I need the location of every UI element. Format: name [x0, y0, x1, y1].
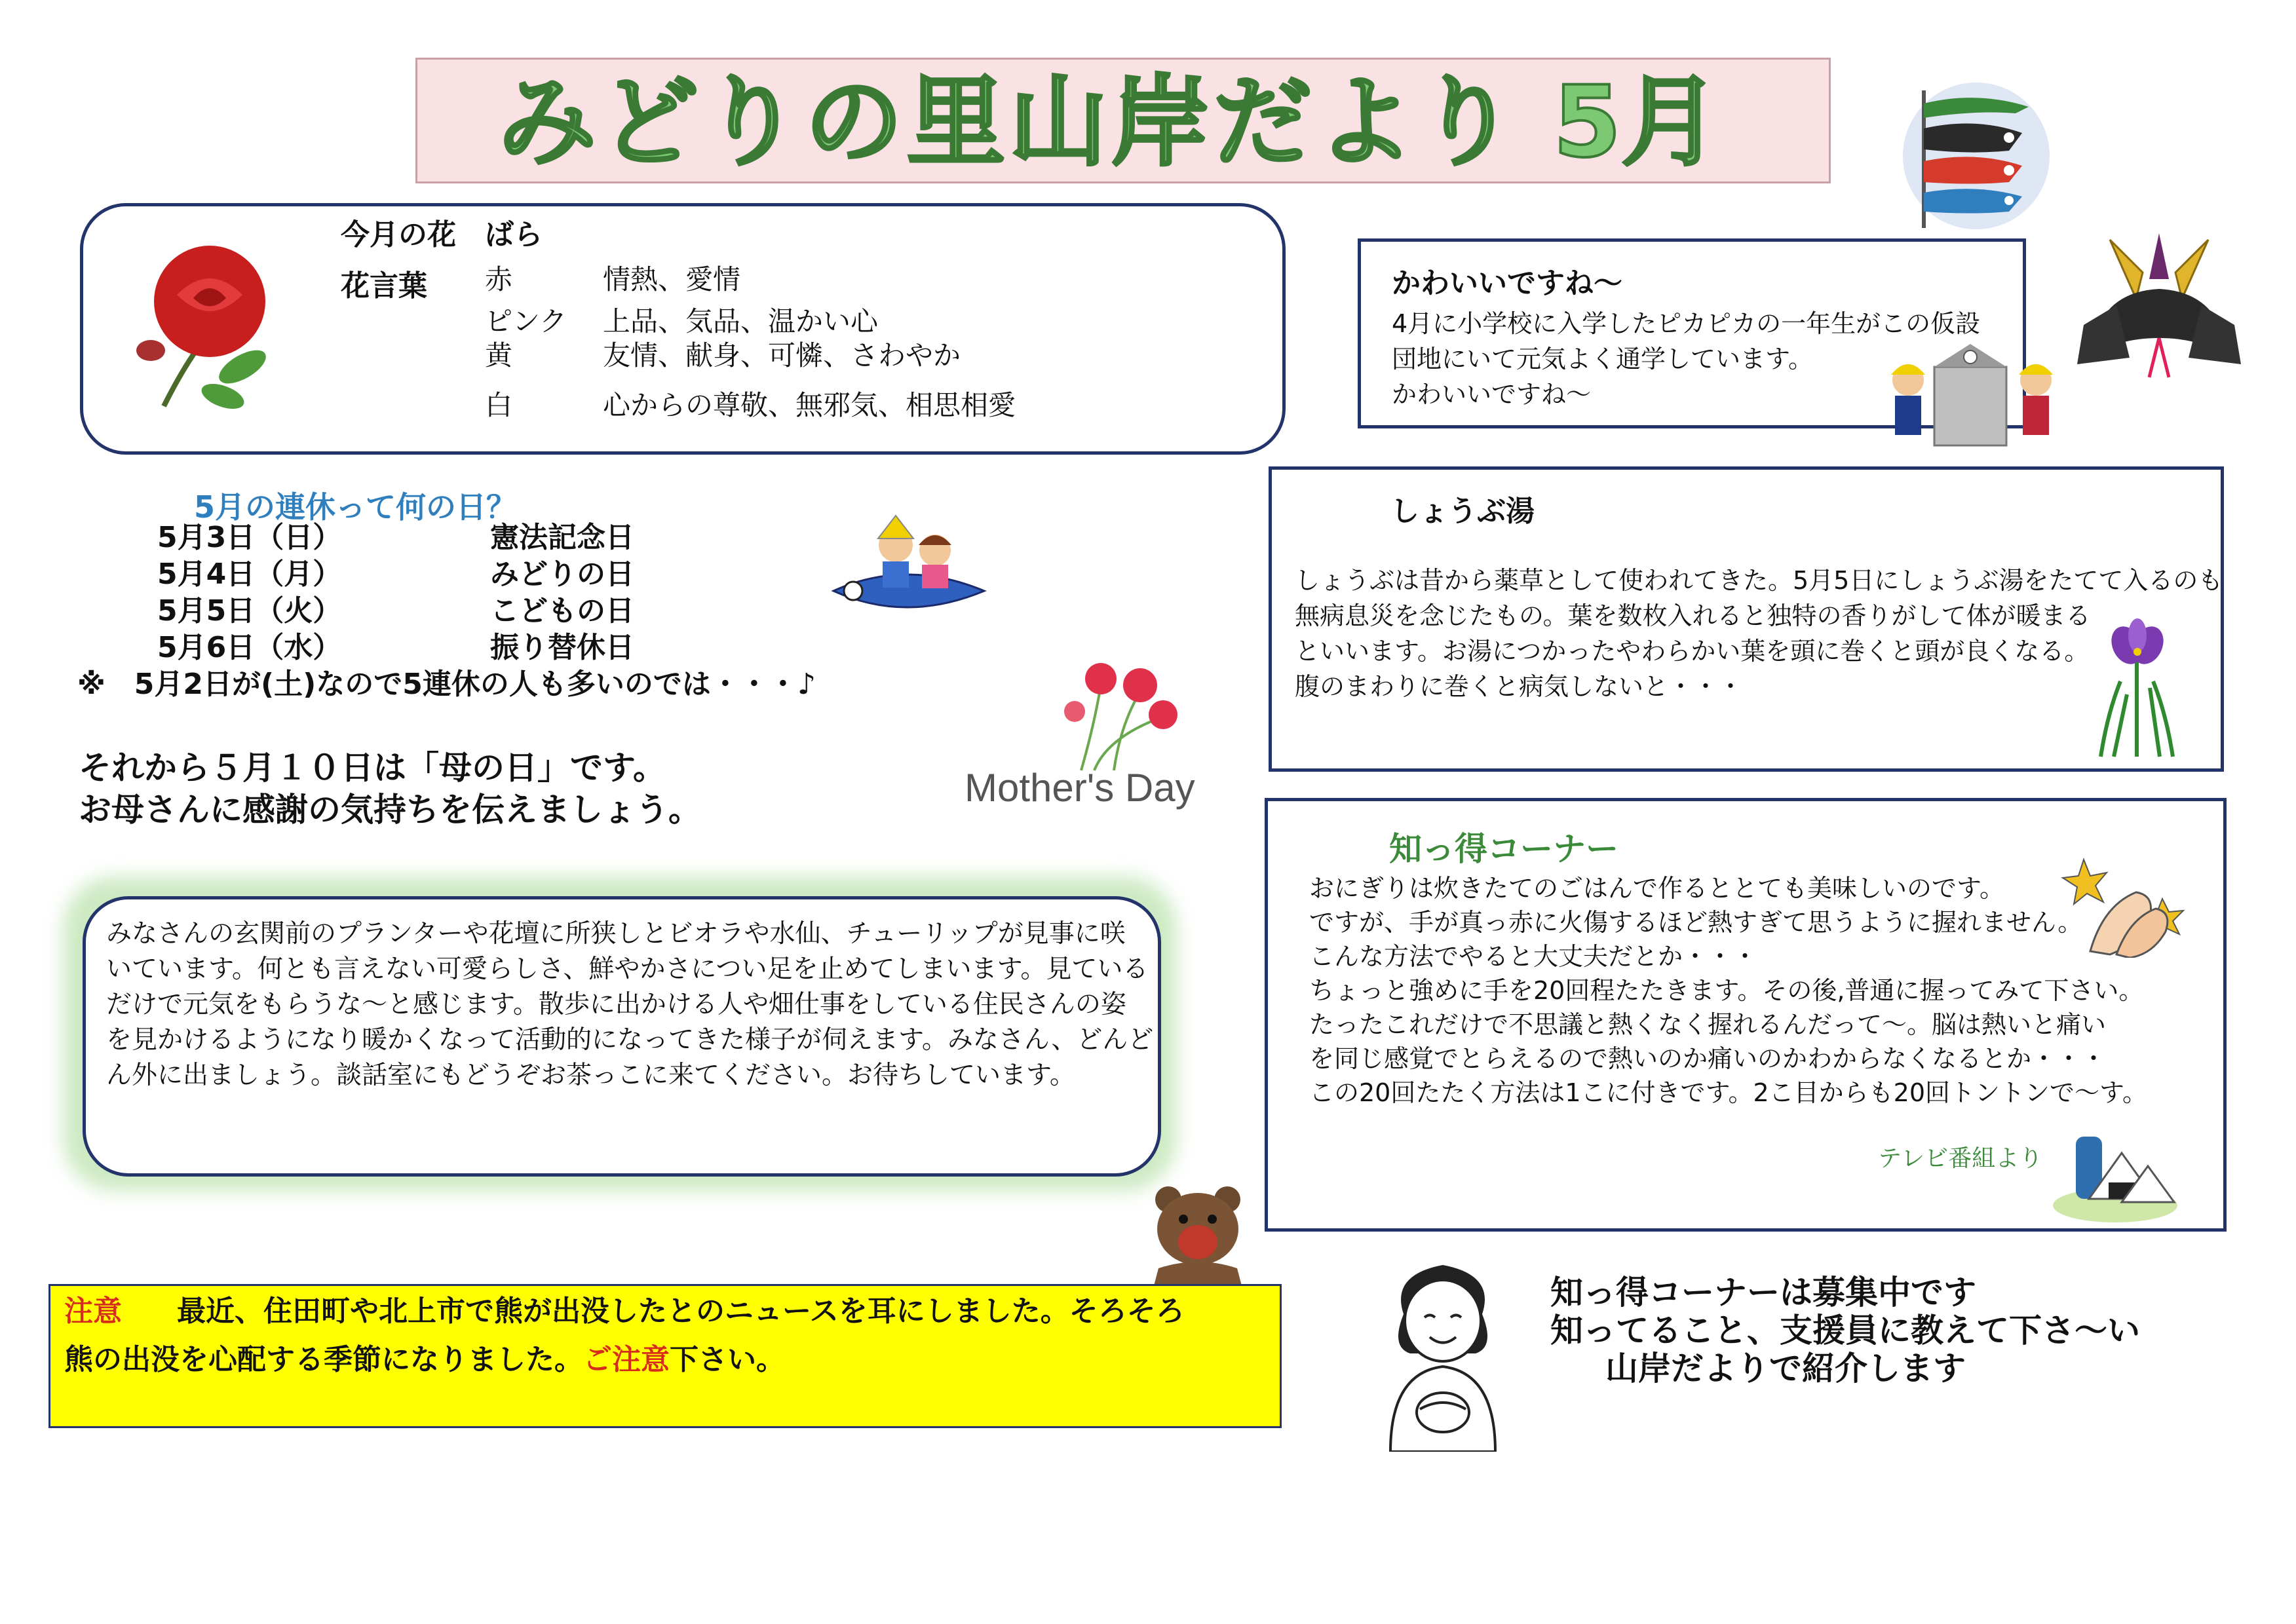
mothers-day-line: お母さんに感謝の気持ちを伝えましょう。	[79, 791, 701, 829]
recruit-line: 知っ得コーナーは募集中です	[1550, 1274, 1976, 1312]
carnation-icon	[1042, 646, 1212, 777]
shoubu-line: 腹のまわりに巻くと病気しないと・・・	[1295, 672, 1744, 701]
girl-with-onigiri-icon	[1364, 1255, 1521, 1452]
mothers-day-line: それから５月１０日は「母の日」です。	[79, 749, 666, 787]
entrance-line: いています。何とも言えない可愛らしさ、鮮やかさについ足を止めてしまいます。見ている	[106, 954, 1149, 984]
newsletter-month: 5月	[1553, 66, 1720, 179]
recruit-line: 知ってること、支援員に教えて下さ～い	[1550, 1312, 2140, 1350]
holidays-title: 5月の連休って何の日？	[194, 489, 517, 525]
holiday-date: 5月5日（火）	[157, 594, 342, 628]
caution-emphasis: ご注意	[583, 1343, 670, 1376]
flower-language-label: 花言葉	[341, 269, 427, 303]
clapping-hands-icon	[2057, 846, 2189, 958]
kawaii-line: 団地にいて元気よく通学しています。	[1392, 345, 1813, 373]
kawaii-title: かわいいですね～	[1392, 267, 1622, 300]
meaning-color: 白	[485, 389, 513, 421]
meaning-color: ピンク	[485, 305, 567, 337]
flower-heading: 今月の花 ばら	[341, 218, 543, 252]
recruit-line: 山岸だよりで紹介します	[1605, 1350, 1966, 1388]
entrance-line: みなさんの玄関前のプランターや花壇に所狭しとビオラや水仙、チューリップが見事に咲	[106, 919, 1126, 949]
tips-line: おにぎりは炊きたてのごはんで作るととても美味しいのです。	[1309, 874, 2004, 903]
meaning-text: 情熱、愛情	[603, 263, 741, 295]
bear-icon	[1139, 1177, 1257, 1294]
kawaii-line: かわいいですね～	[1392, 380, 1592, 409]
caution-line: 最近、住田町や北上市で熊が出没したとのニュースを耳にしました。そろそろ	[177, 1294, 1185, 1328]
koinobori-icon	[1898, 77, 2055, 235]
tips-line: ちょっと強めに手を20回程たたきます。その後,普通に握ってみて下さい。	[1309, 976, 2144, 1005]
children-on-carp-icon	[827, 499, 997, 630]
tips-title: 知っ得コーナー	[1389, 830, 1618, 868]
holiday-date: 5月4日（月）	[157, 557, 342, 591]
tips-line: こんな方法でやると大丈夫だとか・・・	[1309, 942, 1758, 971]
shoubu-line: といいます。お湯につかったやわらかい葉を頭に巻くと頭が良くなる。	[1295, 637, 2090, 666]
kabuto-helmet-icon	[2071, 227, 2248, 384]
entrance-line: ん外に出ましょう。談話室にもどうぞお茶っこに来てください。お待ちしています。	[106, 1061, 1075, 1090]
holiday-name: みどりの日	[490, 557, 634, 591]
tips-source: テレビ番組より	[1878, 1145, 2043, 1172]
caution-text: 下さい。	[670, 1343, 785, 1376]
meaning-text: 上品、気品、温かい心	[603, 305, 879, 337]
kawaii-line: 4月に小学校に入学したピカピカの一年生がこの仮設	[1392, 309, 1981, 338]
meaning-color: 赤	[485, 263, 513, 295]
shoubu-line: しょうぶは昔から薬草として使われてきた。5月5日にしょうぶ湯をたてて入るのも	[1295, 566, 2223, 595]
newsletter-title: みどりの里山岸だより	[498, 66, 1521, 179]
tips-line: たったこれだけで不思議と熱くなく握れるんだって～。脳は熱いと痛い	[1309, 1010, 2107, 1039]
rose-icon	[124, 236, 295, 432]
meaning-text: 友情、献身、可憐、さわやか	[603, 339, 961, 371]
entrance-line: を見かけるようになり暖かくなって活動的になってきた様子が伺えます。みなさん、どんど	[106, 1025, 1154, 1055]
tips-line: ですが、手が真っ赤に火傷するほど熱すぎて思うように握れません。	[1309, 908, 2083, 937]
mothers-day-logo: Mother's Day	[965, 766, 1195, 810]
meaning-color: 黄	[485, 339, 513, 371]
holiday-date: 5月6日（水）	[157, 631, 342, 664]
holiday-date: 5月3日（日）	[157, 521, 342, 554]
tips-line: を同じ感覚でとらえるので熱いのか痛いのかわからなくなるとか・・・	[1309, 1044, 2107, 1073]
iris-icon	[2088, 616, 2186, 760]
onigiri-icon	[2050, 1127, 2181, 1225]
caution-line	[64, 1340, 785, 1380]
holiday-name: こどもの日	[490, 594, 634, 628]
entrance-line: だけで元気をもらうな～と感じます。散歩に出かける人や畑仕事をしている住民さんの姿	[106, 990, 1126, 1019]
holiday-note: ※ 5月2日が(土)なので5連休の人も多いのでは・・・♪	[77, 668, 816, 701]
holiday-name: 憲法記念日	[490, 521, 634, 554]
tips-line: この20回たたく方法は1こに付きです。2こ目からも20回トントンで～す。	[1309, 1078, 2147, 1107]
caution-label: 注意	[64, 1294, 122, 1328]
meaning-text: 心からの尊敬、無邪気、相思相愛	[603, 389, 1016, 421]
caution-text: 熊の出没を心配する季節になりました。	[64, 1343, 583, 1376]
shoubu-title: しょうぶ湯	[1390, 495, 1535, 528]
holiday-name: 振り替休日	[490, 631, 634, 664]
schoolchildren-icon	[1875, 341, 2065, 452]
shoubu-line: 無病息災を念じたもの。葉を数枚入れると独特の香りがして体が暖まる	[1295, 601, 2091, 630]
